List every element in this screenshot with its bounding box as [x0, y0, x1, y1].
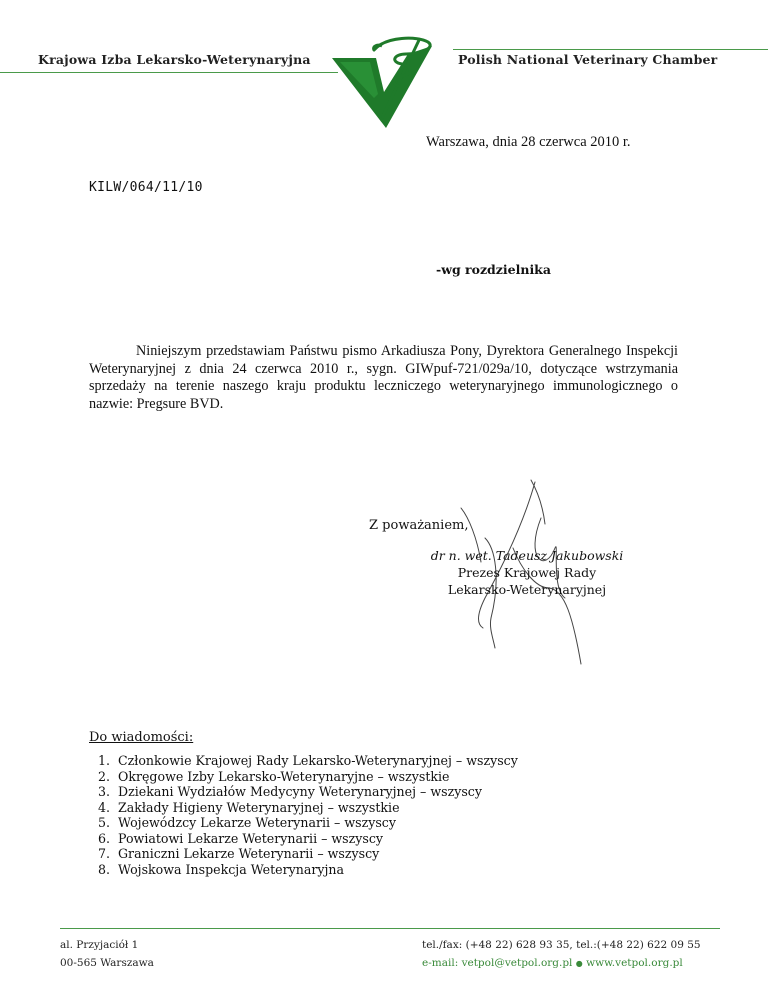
list-item-text: Wojewódzcy Lekarze Weterynarii – wszyscy	[118, 815, 396, 830]
list-item-number: 3.	[97, 784, 110, 799]
distribution-title: Do wiadomości:	[89, 730, 194, 745]
list-item-text: Zakłady Higieny Weterynaryjnej – wszystkie	[118, 799, 400, 815]
list-item-text: Graniczni Lekarze Weterynarii – wszyscy	[118, 846, 380, 861]
list-item-text: Dziekani Wydziałów Medycyny Weterynaryjnej – wszyscy	[118, 784, 482, 799]
list-item	[89, 784, 518, 800]
footer-address	[60, 936, 154, 972]
list-item	[89, 753, 518, 769]
website-link[interactable]: www.vetpol.org.pl	[586, 957, 683, 969]
list-item-number: 5.	[97, 815, 110, 830]
list-item-number: 8.	[97, 861, 110, 877]
reference-number: KILW/064/11/10	[89, 180, 203, 195]
email-link[interactable]: e-mail: vetpol@vetpol.org.pl	[422, 957, 573, 969]
header-right-title: Polish National Veterinary Chamber	[458, 52, 718, 67]
header-rule-left	[0, 72, 338, 73]
list-item	[89, 769, 518, 785]
kilw-logo-icon	[328, 32, 446, 132]
list-item-text: Członkowie Krajowej Rady Lekarsko-Weterynaryjnej – wszyscy	[118, 753, 518, 768]
bullet-separator: ●	[575, 959, 583, 968]
list-item-number: 7.	[97, 846, 110, 861]
signature-block	[402, 547, 652, 598]
letter-body: Niniejszym przedstawiam Państwu pismo Arkadiusza Pony, Dyrektora Generalnego Inspekcji Weterynaryjnej z dnia 24 czerwca 2010 r., sygn. GIWpuf-721/029a/10, dotyczące wstrzymania sprzedaży na terenie naszego kraju produktu leczniczego weterynaryjnego immunologicznego o nazwie: Pregsure BVD.	[89, 343, 678, 412]
list-item-text: Powiatowi Lekarze Weterynarii – wszyscy	[118, 830, 384, 846]
list-item	[89, 815, 518, 831]
phone-numbers: tel./fax: (+48 22) 628 93 35, tel.:(+48 22) 622 09 55	[422, 939, 701, 951]
signer-name: dr n. wet. Tadeusz Jakubowski	[430, 548, 624, 563]
list-item-text: Okręgowe Izby Lekarsko-Weterynaryjne – wszystkie	[118, 768, 450, 784]
contact-web-line	[422, 954, 701, 973]
list-item	[89, 846, 518, 862]
list-item-number: 6.	[97, 830, 110, 846]
list-item	[89, 831, 518, 847]
list-item	[89, 862, 518, 878]
distribution-list	[89, 753, 518, 877]
list-item-number: 1.	[97, 753, 110, 768]
list-item	[89, 800, 518, 816]
list-item-text: Wojskowa Inspekcja Weterynaryjna	[118, 861, 345, 877]
greeting: Z poważaniem,	[369, 518, 469, 533]
signer-title-line-1: Prezes Krajowej Rady	[457, 565, 597, 580]
header-rule-right	[453, 49, 768, 50]
footer-rule	[60, 928, 720, 929]
footer-contact	[422, 936, 701, 973]
place-and-date: Warszawa, dnia 28 czerwca 2010 r.	[426, 134, 631, 150]
header-left-title: Krajowa Izba Lekarsko-Weterynaryjna	[38, 52, 311, 67]
address-line-1: al. Przyjaciół 1	[60, 939, 139, 951]
list-item-number: 4.	[97, 799, 110, 815]
list-item-number: 2.	[97, 768, 110, 784]
address-line-2: 00-565 Warszawa	[60, 957, 154, 969]
addressee: -wg rozdzielnika	[436, 262, 551, 277]
signer-title-line-2: Lekarsko-Weterynaryjnej	[447, 582, 607, 597]
